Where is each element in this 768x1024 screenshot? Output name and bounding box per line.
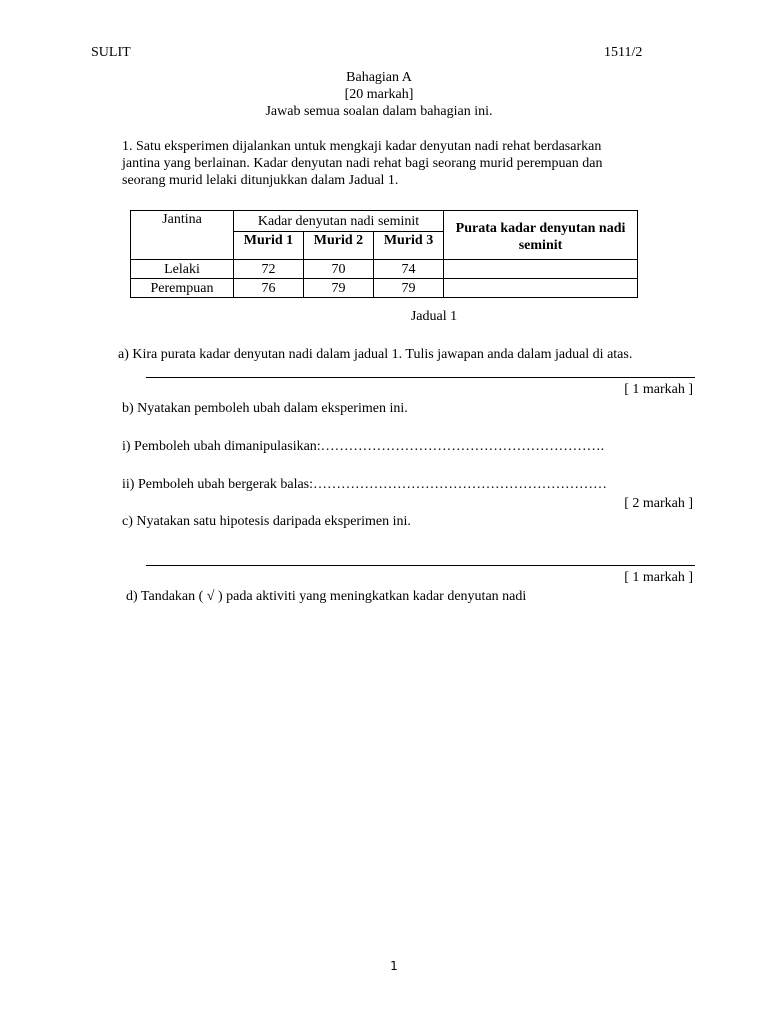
part-c-question: c) Nyatakan satu hipotesis daripada eksperimen ini. [122, 514, 411, 529]
question-intro-line1: 1. Satu eksperimen dijalankan untuk mengkaji kadar denyutan nadi rehat berdasarkan [122, 139, 602, 154]
part-c-marks: [ 1 markah ] [624, 570, 693, 585]
table-caption: Jadual 1 [410, 309, 458, 324]
part-d-question: d) Tandakan ( √ ) pada aktiviti yang meningkatkan kadar denyutan nadi [126, 589, 527, 604]
row-murid-1: 72 [234, 260, 304, 279]
header-left: SULIT [91, 45, 131, 60]
header-murid-1: Murid 1 [234, 232, 304, 260]
row-murid-3: 74 [374, 260, 444, 279]
row-murid-3: 79 [374, 279, 444, 298]
header-pulse-group: Kadar denyutan nadi seminit [234, 211, 444, 232]
part-a-marks: [ 1 markah ] [624, 382, 693, 397]
table-row [131, 279, 638, 298]
table-row [131, 260, 638, 279]
part-a-question: a) Kira purata kadar denyutan nadi dalam jadual 1. Tulis jawapan anda dalam jadual di atas. [118, 347, 633, 362]
page-number: 1 [390, 959, 398, 973]
part-b-marks: [ 2 markah ] [624, 496, 693, 511]
row-murid-2: 79 [304, 279, 374, 298]
part-b-question: b) Nyatakan pemboleh ubah dalam eksperimen ini. [122, 401, 408, 416]
question-intro-line2: jantina yang berlainan. Kadar denyutan nadi rehat bagi seorang murid perempuan dan [122, 156, 603, 171]
pulse-rate-table [130, 210, 638, 298]
row-average-answer[interactable] [444, 279, 638, 298]
row-average-answer[interactable] [444, 260, 638, 279]
answer-line-c[interactable] [146, 565, 695, 566]
header-gender: Jantina [131, 211, 234, 260]
section-title: Bahagian A [346, 70, 412, 85]
answer-line-a[interactable] [146, 377, 695, 378]
header-average: Purata kadar denyutan nadi seminit [444, 211, 638, 260]
question-intro-line3: seorang murid lelaki ditunjukkan dalam Jadual 1. [122, 173, 399, 188]
row-murid-1: 76 [234, 279, 304, 298]
header-murid-3: Murid 3 [374, 232, 444, 260]
part-b-ii-responding[interactable]: ii) Pemboleh ubah bergerak balas:……………………………………………………… [122, 477, 608, 492]
section-marks: [20 markah] [344, 87, 414, 102]
row-gender: Lelaki [131, 260, 234, 279]
part-b-i-manipulated[interactable]: i) Pemboleh ubah dimanipulasikan:……………………………………………………. [122, 439, 605, 454]
row-murid-2: 70 [304, 260, 374, 279]
header-right: 1511/2 [604, 45, 643, 60]
header-murid-2: Murid 2 [304, 232, 374, 260]
row-gender: Perempuan [131, 279, 234, 298]
section-instruction: Jawab semua soalan dalam bahagian ini. [265, 104, 493, 119]
